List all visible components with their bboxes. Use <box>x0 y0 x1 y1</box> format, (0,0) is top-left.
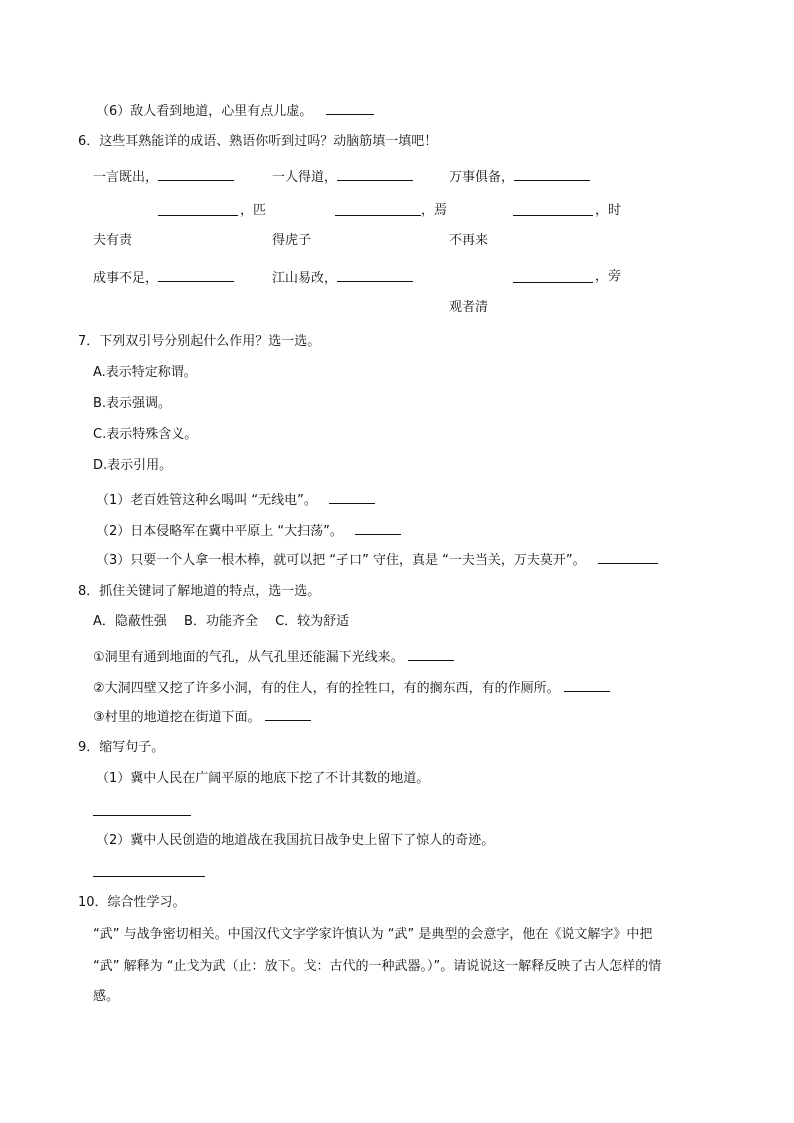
q6-r2c3-blank[interactable] <box>513 215 593 216</box>
q7-item3-text: （3）只要一个人拿一根木棒，就可以把 “孑口” 守住，真是 “一夫当关，万夫莫开”。 <box>96 553 586 568</box>
q6-r1c3 <box>449 167 590 187</box>
q6-r3c1 <box>93 268 234 288</box>
q6-r1c1 <box>93 167 234 187</box>
q9-title: 9．缩写句子。 <box>78 740 165 755</box>
q8-item2-text: ②大洞四壁又挖了许多小洞，有的住人，有的拴牲口，有的搁东西，有的作厕所。 <box>93 681 560 696</box>
q8-item3 <box>93 707 311 727</box>
q8-item1-blank[interactable] <box>408 647 454 661</box>
q6-r1c3-text: 万事俱备， <box>449 170 515 185</box>
q6-r1c2 <box>272 167 413 187</box>
q8-options: A．隐蔽性强 B．功能齐全 C．较为舒适 <box>93 614 350 629</box>
q8-title: 8．抓住关键词了解地道的特点，选一选。 <box>78 584 321 599</box>
q6-r2c2a: ，焉 <box>421 203 448 218</box>
q10-para-line3: 感。 <box>93 989 120 1004</box>
q7-item1 <box>96 490 375 510</box>
q5-item6 <box>96 101 374 121</box>
q6-r1c3-blank[interactable] <box>514 167 590 181</box>
q9-item2: （2）冀中人民创造的地道战在我国抗日战争史上留下了惊人的奇迹。 <box>96 833 495 848</box>
q6-r3c1-text: 成事不足， <box>93 271 159 286</box>
q6-r3c3a: ，旁 <box>595 269 622 284</box>
q6-r1c1-blank[interactable] <box>158 167 234 181</box>
q6-r3c2 <box>272 268 413 288</box>
q7-option-d: D.表示引用。 <box>93 458 173 473</box>
q6-r3c1-blank[interactable] <box>158 268 234 282</box>
q10-para-line1: “武” 与战争密切相关。中国汉代文字学家许慎认为 “武” 是典型的会意字，他在《说文解字》中把 <box>93 927 653 942</box>
q7-item2 <box>96 521 401 541</box>
q5-item6-text: （6）敌人看到地道，心里有点儿虚。 <box>96 104 313 119</box>
q6-r2c3a: ，时 <box>595 203 622 218</box>
q7-item1-blank[interactable] <box>329 490 375 504</box>
q7-item2-text: （2）日本侵略军在冀中平原上 “大扫荡”。 <box>96 524 343 539</box>
q6-r3c3b: 观者清 <box>449 300 489 315</box>
q9-item1: （1）冀中人民在广阔平原的地底下挖了不计其数的地道。 <box>96 771 430 786</box>
q7-option-c: C.表示特殊含义。 <box>93 427 198 442</box>
q6-r2c1-blank[interactable] <box>158 215 238 216</box>
q9-item1-answer-line[interactable] <box>93 815 191 816</box>
q6-r1c2-text: 一人得道， <box>272 170 338 185</box>
q6-r2c3b: 不再来 <box>449 233 489 248</box>
q8-item3-blank[interactable] <box>265 707 311 721</box>
q6-r1c2-blank[interactable] <box>337 167 413 181</box>
q6-r3c2-blank[interactable] <box>337 268 413 282</box>
q6-r3c2-text: 江山易改， <box>272 271 338 286</box>
q6-title: 6．这些耳熟能详的成语、熟语你听到过吗？动脑筋填一填吧！ <box>78 134 438 149</box>
q9-item2-answer-line[interactable] <box>93 876 205 877</box>
q8-item1 <box>93 647 454 667</box>
q6-r2c1b: 夫有责 <box>93 233 133 248</box>
q8-item1-text: ①洞里有通到地面的气孔，从气孔里还能漏下光线来。 <box>93 650 404 665</box>
q5-item6-answer-blank[interactable] <box>326 101 374 115</box>
q8-item2-blank[interactable] <box>564 678 610 692</box>
q7-item3 <box>96 550 658 570</box>
q7-item3-blank[interactable] <box>598 550 658 564</box>
q10-title: 10．综合性学习。 <box>78 895 186 910</box>
q10-para-line2: “武” 解释为 “止戈为武（止：放下。戈：古代的一种武器。）”。请说说这一解释反映了古人怎样的情 <box>93 959 662 974</box>
q7-option-a: A.表示特定称谓。 <box>93 365 197 380</box>
q7-item1-text: （1）老百姓管这种幺喝叫 “无线电”。 <box>96 493 317 508</box>
q6-r2c2-blank[interactable] <box>335 215 421 216</box>
q8-item3-text: ③村里的地道挖在街道下面。 <box>93 710 261 725</box>
q7-title: 7．下列双引号分别起什么作用？选一选。 <box>78 334 321 349</box>
q6-r2c1a: ，匹 <box>240 203 267 218</box>
q8-item2 <box>93 678 610 698</box>
q6-r3c3-blank[interactable] <box>513 282 593 283</box>
q7-option-b: B.表示强调。 <box>93 396 172 411</box>
q7-item2-blank[interactable] <box>355 521 401 535</box>
q6-r2c2b: 得虎子 <box>272 233 312 248</box>
q6-r1c1-text: 一言既出， <box>93 170 159 185</box>
